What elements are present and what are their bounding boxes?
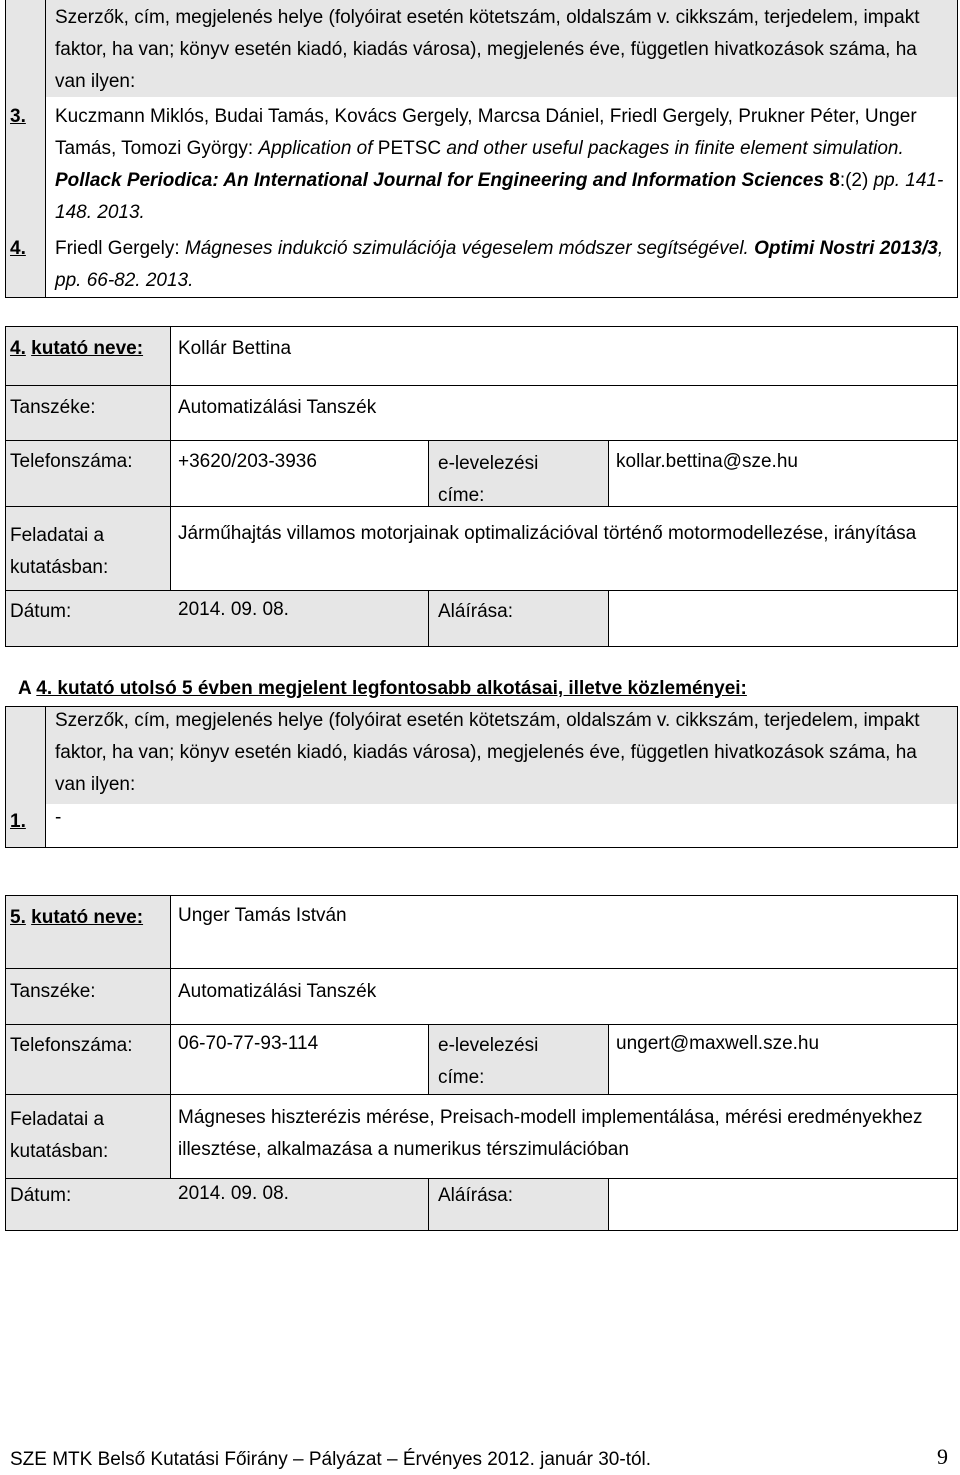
email: kollar.bettina@sze.hu	[616, 451, 798, 472]
researcher-name-label: 4. kutató neve:	[10, 338, 144, 359]
pub-number: 3.	[10, 106, 26, 127]
phone: +3620/203-3936	[178, 451, 317, 472]
department-label: Tanszéke:	[10, 397, 96, 418]
publication-entry: Kuczmann Miklós, Budai Tamás, Kovács Gergely, Marcsa Dániel, Friedl Gergely, Prukner Péter, Unger Tamás, Tomozi György: Application of PETSC and other useful packages in finite element simulation. Pollack Periodica: An International Journal for Engineering and Information Sciences 8:(2) pp. 141-148. 2013.	[55, 106, 944, 223]
phone-label: Telefonszáma:	[10, 451, 133, 472]
date-label: Dátum:	[10, 1185, 72, 1206]
researcher-name: Kollár Bettina	[178, 338, 292, 359]
page-footer: SZE MTK Belső Kutatási Főirány – Pályázat – Érvényes 2012. január 30-tól.	[10, 1449, 652, 1470]
signature-label: Aláírása:	[438, 1185, 513, 1206]
tasks-label: Feladatai a kutatásban:	[10, 525, 109, 578]
email-label: e-levelezési címe:	[438, 1035, 539, 1088]
researcher-name-label: 5. kutató neve:	[10, 907, 144, 928]
phone: 06-70-77-93-114	[178, 1033, 319, 1054]
pub-header-text: Szerzők, cím, megjelenés helye (folyóirat esetén kötetszám, oldalszám v. cikkszám, terjedelem, impakt faktor, ha van; könyv esetén kiadó, kiadás városa), megjelenés éve, független hivatkozások száma, ha van ilyen:	[55, 7, 920, 92]
pub-number: 1.	[10, 811, 26, 832]
email-label: e-levelezési címe:	[438, 453, 539, 506]
signature-label: Aláírása:	[438, 601, 513, 622]
date: 2014. 09. 08.	[178, 1183, 289, 1204]
department-label: Tanszéke:	[10, 981, 96, 1002]
publication-entry: Friedl Gergely: Mágneses indukció szimulációja végeselem módszer segítségével. Optimi Nostri 2013/3, pp. 66-82. 2013.	[55, 238, 944, 291]
publication-entry: -	[55, 807, 62, 828]
tasks-label: Feladatai a kutatásban:	[10, 1109, 109, 1162]
pub-number: 4.	[10, 238, 26, 259]
tasks: Járműhajtás villamos motorjainak optimalizációval történő motormodellezése, irányítása	[178, 523, 917, 544]
department: Automatizálási Tanszék	[178, 981, 377, 1002]
page-number: 9	[937, 1444, 948, 1469]
tasks: Mágneses hiszterézis mérése, Preisach-modell implementálása, mérési eredményekhez illesztése, alkalmazása a numerikus térszimulációban	[178, 1107, 923, 1160]
section-title: A 4. kutató utolsó 5 évben megjelent legfontosabb alkotásai, illetve közleményei:	[18, 678, 747, 699]
department: Automatizálási Tanszék	[178, 397, 377, 418]
date-label: Dátum:	[10, 601, 72, 622]
researcher-name: Unger Tamás István	[178, 905, 347, 926]
pub-header-text: Szerzők, cím, megjelenés helye (folyóirat esetén kötetszám, oldalszám v. cikkszám, terjedelem, impakt faktor, ha van; könyv esetén kiadó, kiadás városa), megjelenés éve, független hivatkozások száma, ha van ilyen:	[55, 710, 920, 795]
date: 2014. 09. 08.	[178, 599, 289, 620]
phone-label: Telefonszáma:	[10, 1035, 133, 1056]
email: ungert@maxwell.sze.hu	[616, 1033, 820, 1054]
